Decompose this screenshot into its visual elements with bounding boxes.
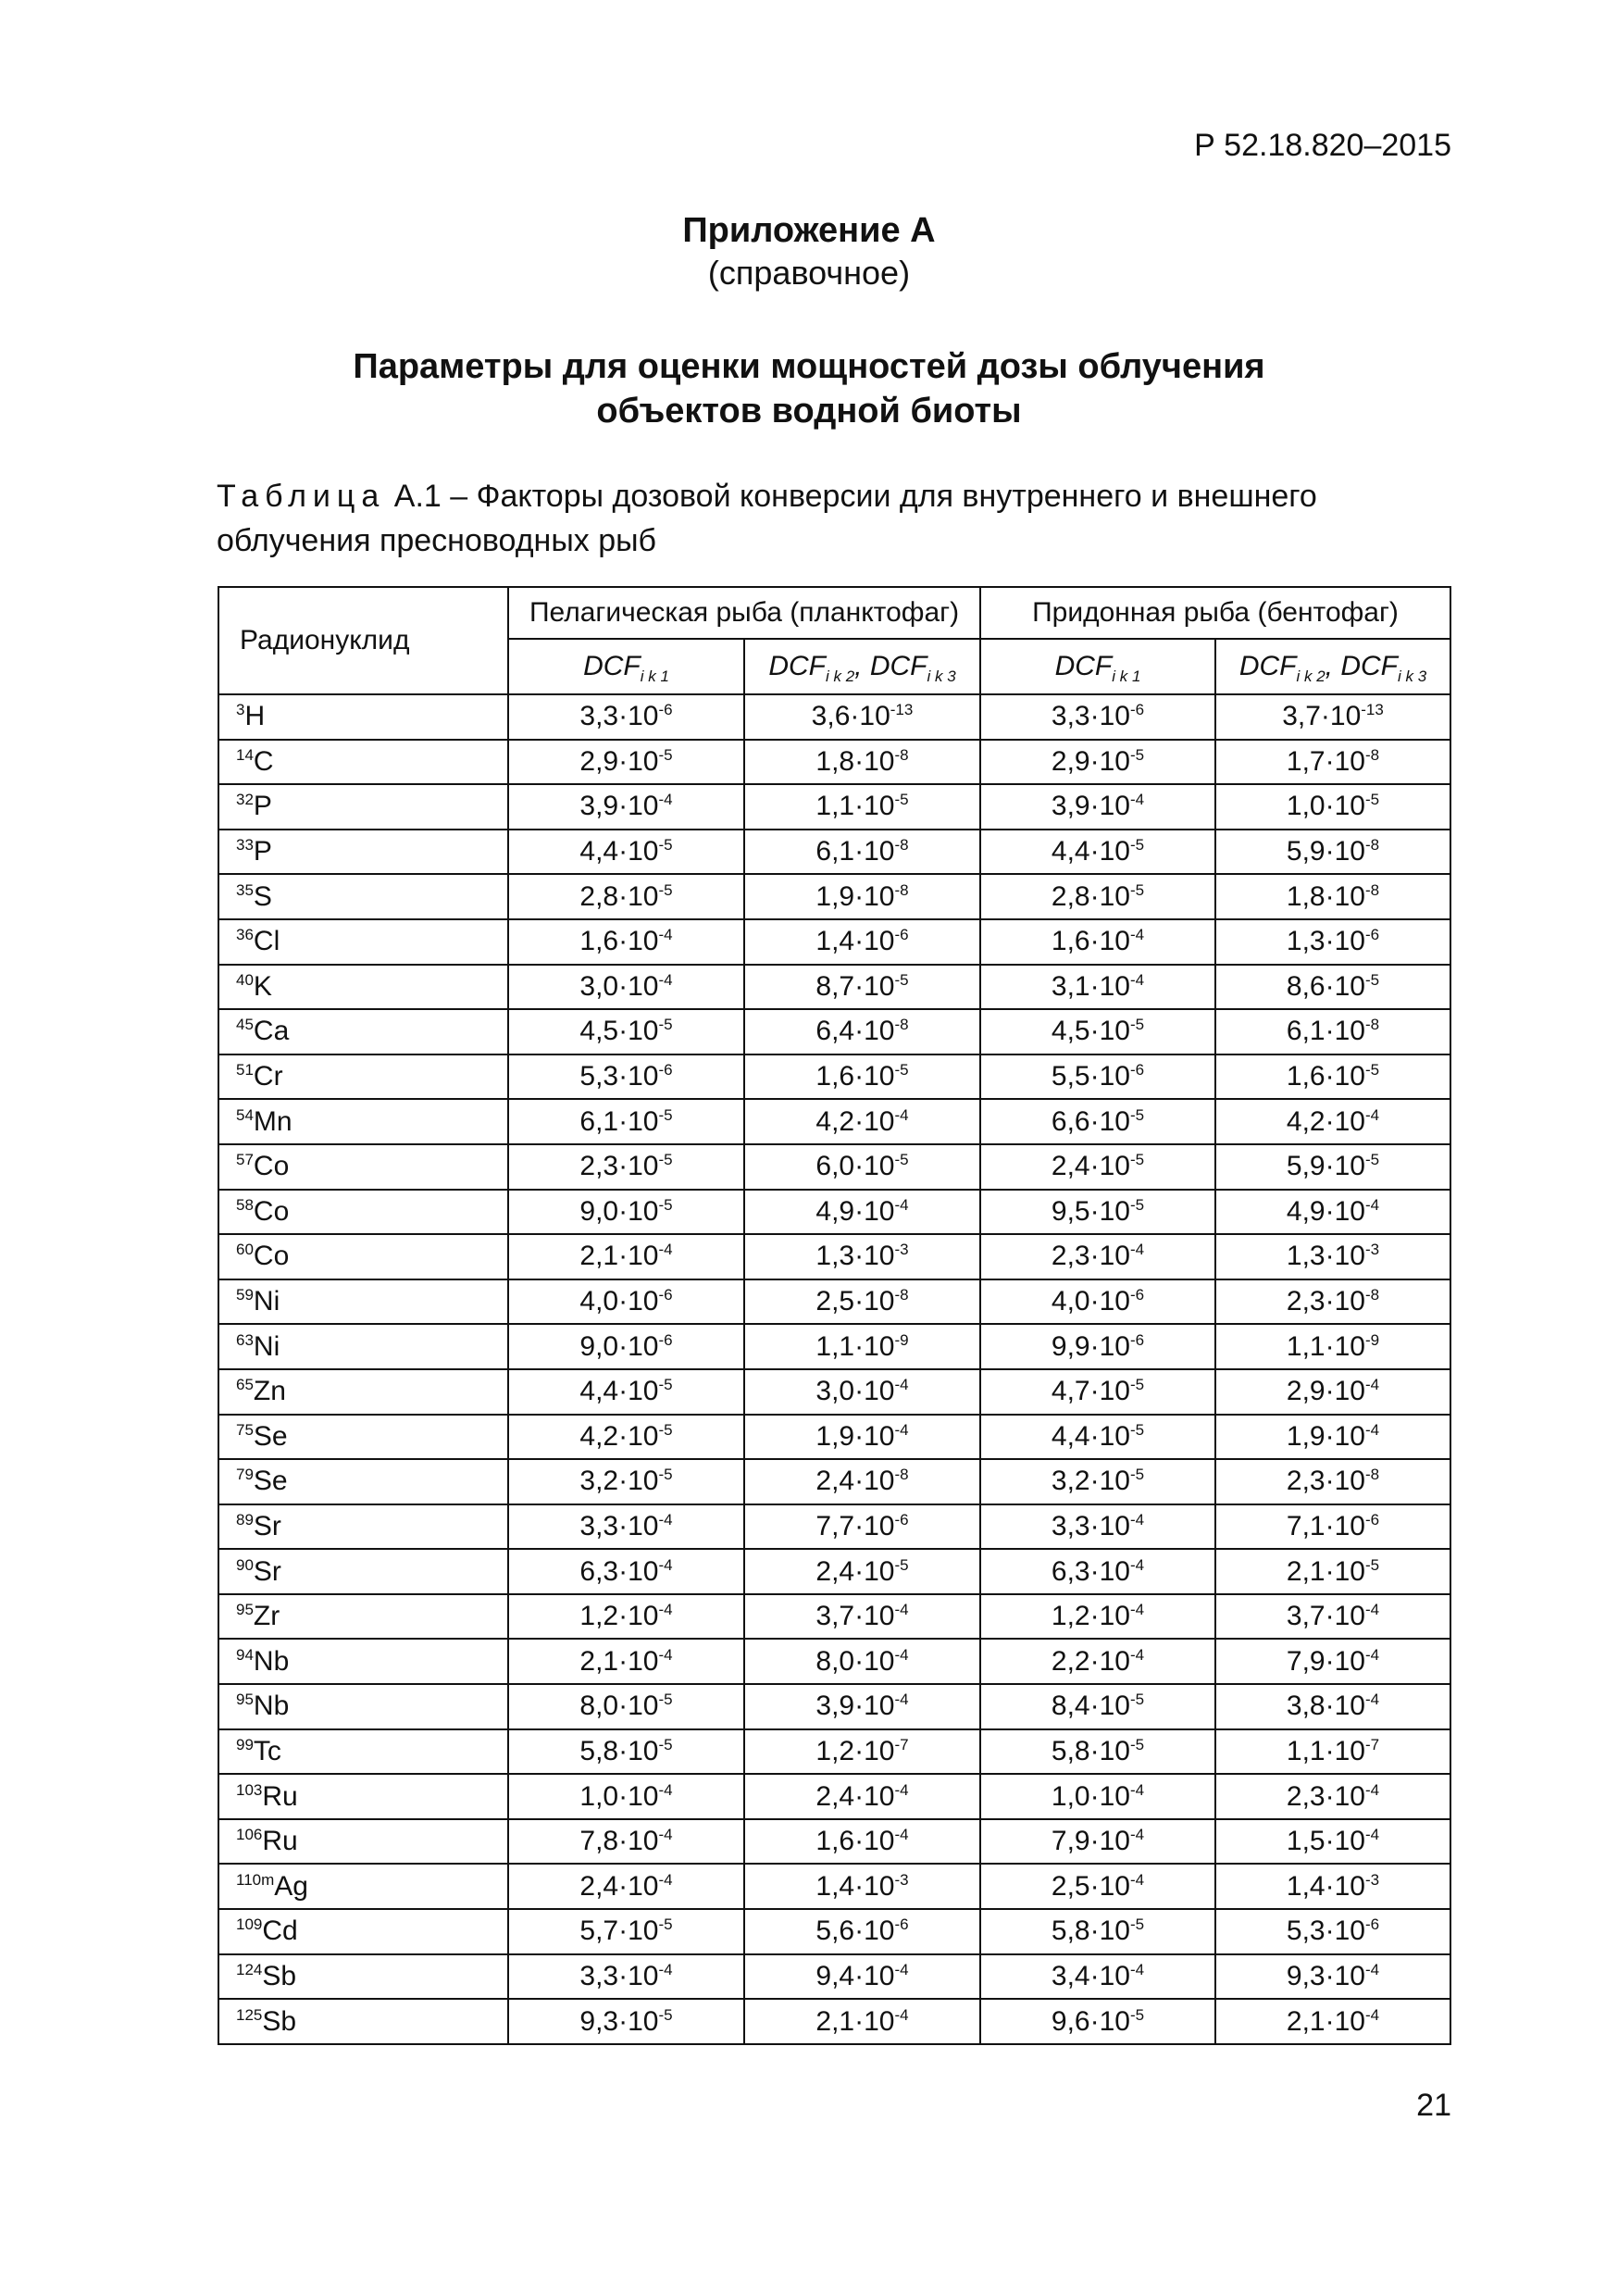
value-cell: $3,3\cdot 10^{-6}$ [508, 694, 744, 740]
radionuclide-cell: $^{106}$Ru [218, 1819, 508, 1865]
value-cell: $2,3\cdot 10^{-5}$ [508, 1144, 744, 1190]
radionuclide-cell: $^{79}$Se [218, 1459, 508, 1504]
value-cell: $2,5\cdot 10^{-4}$ [980, 1864, 1215, 1909]
value-cell: $6,1\cdot 10^{-5}$ [508, 1099, 744, 1144]
table-row [218, 694, 1450, 740]
value-cell: $8,0\cdot 10^{-5}$ [508, 1684, 744, 1729]
value-cell: $9,5\cdot 10^{-5}$ [980, 1190, 1215, 1235]
value-cell: $1,9\cdot 10^{-4}$ [1215, 1415, 1450, 1460]
radionuclide-cell: $^{58}$Co [218, 1190, 508, 1235]
radionuclide-cell: $^{125}$Sb [218, 1999, 508, 2044]
value-cell: $1,1\cdot 10^{-9}$ [1215, 1324, 1450, 1369]
value-cell: $7,7\cdot 10^{-6}$ [744, 1504, 980, 1550]
radionuclide-cell: $^{75}$Se [218, 1415, 508, 1460]
value-cell: $5,3\cdot 10^{-6}$ [1215, 1909, 1450, 1954]
value-cell: $1,9\cdot 10^{-4}$ [744, 1415, 980, 1460]
value-cell: $6,3\cdot 10^{-4}$ [980, 1549, 1215, 1594]
value-cell: $7,9\cdot 10^{-4}$ [980, 1819, 1215, 1865]
value-cell: $8,4\cdot 10^{-5}$ [980, 1684, 1215, 1729]
table-row [218, 1324, 1450, 1369]
value-cell: $1,0\cdot 10^{-5}$ [1215, 784, 1450, 830]
value-cell: $3,3\cdot 10^{-4}$ [508, 1954, 744, 2000]
value-cell: $3,9\cdot 10^{-4}$ [980, 784, 1215, 830]
table-row [218, 874, 1450, 919]
value-cell: $8,6\cdot 10^{-5}$ [1215, 965, 1450, 1010]
radionuclide-cell: $^{45}$Ca [218, 1009, 508, 1054]
value-cell: $4,2\cdot 10^{-5}$ [508, 1415, 744, 1460]
table-row [218, 1279, 1450, 1325]
radionuclide-cell: $^{36}$Cl [218, 919, 508, 965]
value-cell: $2,3\cdot 10^{-8}$ [1215, 1279, 1450, 1325]
value-cell: $3,3\cdot 10^{-4}$ [508, 1504, 744, 1550]
value-cell: $1,5\cdot 10^{-4}$ [1215, 1819, 1450, 1865]
value-cell: $1,6\cdot 10^{-5}$ [1215, 1054, 1450, 1100]
table-row [218, 1864, 1450, 1909]
value-cell: $1,0\cdot 10^{-4}$ [980, 1774, 1215, 1819]
table-row [218, 965, 1450, 1010]
value-cell: $2,8\cdot 10^{-5}$ [980, 874, 1215, 919]
value-cell: $5,8\cdot 10^{-5}$ [980, 1729, 1215, 1775]
value-cell: $2,4\cdot 10^{-4}$ [744, 1774, 980, 1819]
table-row [218, 1639, 1450, 1684]
value-cell: $1,6\cdot 10^{-5}$ [744, 1054, 980, 1100]
value-cell: $7,1\cdot 10^{-6}$ [1215, 1504, 1450, 1550]
value-cell: $2,1\cdot 10^{-4}$ [508, 1639, 744, 1684]
value-cell: $2,9\cdot 10^{-4}$ [1215, 1369, 1450, 1415]
value-cell: $5,9\cdot 10^{-8}$ [1215, 830, 1450, 875]
value-cell: $2,9\cdot 10^{-5}$ [508, 740, 744, 785]
radionuclide-cell: $^{40}$K [218, 965, 508, 1010]
value-cell: $1,3\cdot 10^{-3}$ [744, 1234, 980, 1279]
value-cell: $4,4\cdot 10^{-5}$ [508, 1369, 744, 1415]
table-row [218, 1459, 1450, 1504]
value-cell: $1,7\cdot 10^{-8}$ [1215, 740, 1450, 785]
header-pelagic-fish: Пелагическая рыба (планктофаг) [508, 587, 980, 639]
table-row [218, 1234, 1450, 1279]
value-cell: $4,5\cdot 10^{-5}$ [980, 1009, 1215, 1054]
value-cell: $1,6\cdot 10^{-4}$ [508, 919, 744, 965]
table-row [218, 1099, 1450, 1144]
value-cell: $1,4\cdot 10^{-3}$ [744, 1864, 980, 1909]
value-cell: $2,4\cdot 10^{-5}$ [744, 1549, 980, 1594]
document-code: Р 52.18.820–2015 [1194, 128, 1451, 163]
radionuclide-cell: $^{35}$S [218, 874, 508, 919]
value-cell: $3,2\cdot 10^{-5}$ [980, 1459, 1215, 1504]
value-cell: $3,9\cdot 10^{-4}$ [744, 1684, 980, 1729]
value-cell: $3,3\cdot 10^{-6}$ [980, 694, 1215, 740]
table-row [218, 1549, 1450, 1594]
value-cell: $9,4\cdot 10^{-4}$ [744, 1954, 980, 2000]
value-cell: $1,1\cdot 10^{-5}$ [744, 784, 980, 830]
value-cell: $6,1\cdot 10^{-8}$ [1215, 1009, 1450, 1054]
radionuclide-cell: $^{32}$P [218, 784, 508, 830]
value-cell: $6,6\cdot 10^{-5}$ [980, 1099, 1215, 1144]
value-cell: $5,8\cdot 10^{-5}$ [508, 1729, 744, 1775]
table-row [218, 1009, 1450, 1054]
value-cell: $4,4\cdot 10^{-5}$ [508, 830, 744, 875]
radionuclide-cell: $^{90}$Sr [218, 1549, 508, 1594]
section-title [0, 344, 1618, 433]
value-cell: $2,1\cdot 10^{-4}$ [508, 1234, 744, 1279]
appendix-title: Приложение А [682, 211, 936, 250]
value-cell: $3,3\cdot 10^{-4}$ [980, 1504, 1215, 1550]
value-cell: $3,9\cdot 10^{-4}$ [508, 784, 744, 830]
table-row [218, 740, 1450, 785]
radionuclide-cell: $^{57}$Co [218, 1144, 508, 1190]
radionuclide-cell: $^{89}$Sr [218, 1504, 508, 1550]
value-cell: $9,6\cdot 10^{-5}$ [980, 1999, 1215, 2044]
value-cell: $2,8\cdot 10^{-5}$ [508, 874, 744, 919]
value-cell: $1,6\cdot 10^{-4}$ [744, 1819, 980, 1865]
value-cell: $6,4\cdot 10^{-8}$ [744, 1009, 980, 1054]
value-cell: $2,4\cdot 10^{-4}$ [508, 1864, 744, 1909]
value-cell: $2,1\cdot 10^{-4}$ [744, 1999, 980, 2044]
value-cell: $2,4\cdot 10^{-8}$ [744, 1459, 980, 1504]
value-cell: $3,7\cdot 10^{-4}$ [744, 1594, 980, 1640]
value-cell: $1,9\cdot 10^{-8}$ [744, 874, 980, 919]
value-cell: $5,6\cdot 10^{-6}$ [744, 1909, 980, 1954]
value-cell: $4,5\cdot 10^{-5}$ [508, 1009, 744, 1054]
value-cell: $8,0\cdot 10^{-4}$ [744, 1639, 980, 1684]
radionuclide-cell: $^{54}$Mn [218, 1099, 508, 1144]
value-cell: $4,4\cdot 10^{-5}$ [980, 830, 1215, 875]
value-cell: $2,3\cdot 10^{-8}$ [1215, 1459, 1450, 1504]
value-cell: $1,1\cdot 10^{-7}$ [1215, 1729, 1450, 1775]
table-row [218, 1144, 1450, 1190]
radionuclide-cell: $^{60}$Co [218, 1234, 508, 1279]
value-cell: $1,2\cdot 10^{-4}$ [980, 1594, 1215, 1640]
value-cell: $3,1\cdot 10^{-4}$ [980, 965, 1215, 1010]
value-cell: $3,0\cdot 10^{-4}$ [744, 1369, 980, 1415]
value-cell: $3,7\cdot 10^{-13}$ [1215, 694, 1450, 740]
value-cell: $9,0\cdot 10^{-5}$ [508, 1190, 744, 1235]
value-cell: $5,3\cdot 10^{-6}$ [508, 1054, 744, 1100]
table-body [218, 694, 1450, 2044]
value-cell: $7,9\cdot 10^{-4}$ [1215, 1639, 1450, 1684]
value-cell: $6,0\cdot 10^{-5}$ [744, 1144, 980, 1190]
value-cell: $1,4\cdot 10^{-3}$ [1215, 1864, 1450, 1909]
value-cell: $2,5\cdot 10^{-8}$ [744, 1279, 980, 1325]
subheader-cell: $DCF_{i k 2}$, $DCF_{i k 3}$ [744, 639, 980, 694]
value-cell: $1,6\cdot 10^{-4}$ [980, 919, 1215, 965]
table-row [218, 1999, 1450, 2044]
radionuclide-cell: $^{63}$Ni [218, 1324, 508, 1369]
value-cell: $2,1\cdot 10^{-5}$ [1215, 1549, 1450, 1594]
value-cell: $4,9\cdot 10^{-4}$ [744, 1190, 980, 1235]
value-cell: $2,2\cdot 10^{-4}$ [980, 1639, 1215, 1684]
radionuclide-cell: $^{59}$Ni [218, 1279, 508, 1325]
value-cell: $3,4\cdot 10^{-4}$ [980, 1954, 1215, 2000]
value-cell: $6,3\cdot 10^{-4}$ [508, 1549, 744, 1594]
radionuclide-cell: $^{124}$Sb [218, 1954, 508, 2000]
table-row [218, 1819, 1450, 1865]
value-cell: $2,9\cdot 10^{-5}$ [980, 740, 1215, 785]
value-cell: $9,3\cdot 10^{-5}$ [508, 1999, 744, 2044]
header-bottom-fish: Придонная рыба (бентофаг) [980, 587, 1450, 639]
value-cell: $7,8\cdot 10^{-4}$ [508, 1819, 744, 1865]
radionuclide-cell: $^{99}$Tc [218, 1729, 508, 1775]
value-cell: $4,2\cdot 10^{-4}$ [744, 1099, 980, 1144]
value-cell: $2,3\cdot 10^{-4}$ [1215, 1774, 1450, 1819]
value-cell: $1,8\cdot 10^{-8}$ [744, 740, 980, 785]
table-row [218, 1190, 1450, 1235]
radionuclide-cell: $^{94}$Nb [218, 1639, 508, 1684]
value-cell: $1,2\cdot 10^{-7}$ [744, 1729, 980, 1775]
appendix-subtitle: (справочное) [707, 254, 911, 292]
value-cell: $4,4\cdot 10^{-5}$ [980, 1415, 1215, 1460]
value-cell: $9,9\cdot 10^{-6}$ [980, 1324, 1215, 1369]
radionuclide-cell: $^{33}$P [218, 830, 508, 875]
table-row [218, 1415, 1450, 1460]
table-row [218, 1954, 1450, 2000]
radionuclide-cell: $^{110m}$Ag [218, 1864, 508, 1909]
radionuclide-cell: $^{95}$Nb [218, 1684, 508, 1729]
value-cell: $2,4\cdot 10^{-5}$ [980, 1144, 1215, 1190]
value-cell: $4,0\cdot 10^{-6}$ [508, 1279, 744, 1325]
table-row [218, 1909, 1450, 1954]
table-header-row [218, 587, 1450, 639]
radionuclide-cell: $^{109}$Cd [218, 1909, 508, 1954]
radionuclide-cell: $^{65}$Zn [218, 1369, 508, 1415]
table-row [218, 1369, 1450, 1415]
value-cell: $3,8\cdot 10^{-4}$ [1215, 1684, 1450, 1729]
table-caption-text: А.1 – Факторы дозовой конверсии для внутреннего и внешнего облучения пресноводных рыб [217, 479, 1317, 558]
value-cell: $3,7\cdot 10^{-4}$ [1215, 1594, 1450, 1640]
value-cell: $5,5\cdot 10^{-6}$ [980, 1054, 1215, 1100]
value-cell: $3,0\cdot 10^{-4}$ [508, 965, 744, 1010]
section-title-line-2: объектов водной биоты [596, 392, 1022, 430]
value-cell: $5,8\cdot 10^{-5}$ [980, 1909, 1215, 1954]
value-cell: $2,3\cdot 10^{-4}$ [980, 1234, 1215, 1279]
value-cell: $9,0\cdot 10^{-6}$ [508, 1324, 744, 1369]
value-cell: $1,4\cdot 10^{-6}$ [744, 919, 980, 965]
radionuclide-cell: $^{14}$C [218, 740, 508, 785]
value-cell: $4,2\cdot 10^{-4}$ [1215, 1099, 1450, 1144]
radionuclide-cell: $^{95}$Zr [218, 1594, 508, 1640]
table-row [218, 1054, 1450, 1100]
value-cell: $1,0\cdot 10^{-4}$ [508, 1774, 744, 1819]
table-row [218, 784, 1450, 830]
table-row [218, 1504, 1450, 1550]
subheader-cell: $DCF_{i k 2}$, $DCF_{i k 3}$ [1215, 639, 1450, 694]
subheader-cell: $DCF_{i k 1}$ [980, 639, 1215, 694]
radionuclide-cell: $^{51}$Cr [218, 1054, 508, 1100]
value-cell: $2,1\cdot 10^{-4}$ [1215, 1999, 1450, 2044]
dose-conversion-table [218, 586, 1451, 2045]
value-cell: $4,7\cdot 10^{-5}$ [980, 1369, 1215, 1415]
value-cell: $5,7\cdot 10^{-5}$ [508, 1909, 744, 1954]
value-cell: $3,6\cdot 10^{-13}$ [744, 694, 980, 740]
table-caption [217, 474, 1451, 563]
radionuclide-cell: $^3$H [218, 694, 508, 740]
value-cell: $6,1\cdot 10^{-8}$ [744, 830, 980, 875]
value-cell: $5,9\cdot 10^{-5}$ [1215, 1144, 1450, 1190]
value-cell: $1,3\cdot 10^{-6}$ [1215, 919, 1450, 965]
value-cell: $1,8\cdot 10^{-8}$ [1215, 874, 1450, 919]
table-row [218, 830, 1450, 875]
table-row [218, 1684, 1450, 1729]
table-caption-label: Таблица [217, 479, 386, 514]
subheader-cell: $DCF_{i k 1}$ [508, 639, 744, 694]
table-row [218, 1729, 1450, 1775]
header-radionuclide: Радионуклид [218, 587, 508, 694]
value-cell: $1,3\cdot 10^{-3}$ [1215, 1234, 1450, 1279]
value-cell: $9,3\cdot 10^{-4}$ [1215, 1954, 1450, 2000]
value-cell: $4,0\cdot 10^{-6}$ [980, 1279, 1215, 1325]
value-cell: $4,9\cdot 10^{-4}$ [1215, 1190, 1450, 1235]
page-number: 21 [1416, 2088, 1451, 2123]
value-cell: $3,2\cdot 10^{-5}$ [508, 1459, 744, 1504]
table-row [218, 919, 1450, 965]
value-cell: $1,2\cdot 10^{-4}$ [508, 1594, 744, 1640]
section-title-line-1: Параметры для оценки мощностей дозы облучения [353, 347, 1265, 386]
value-cell: $1,1\cdot 10^{-9}$ [744, 1324, 980, 1369]
value-cell: $8,7\cdot 10^{-5}$ [744, 965, 980, 1010]
radionuclide-cell: $^{103}$Ru [218, 1774, 508, 1819]
table-row [218, 1594, 1450, 1640]
table-row [218, 1774, 1450, 1819]
